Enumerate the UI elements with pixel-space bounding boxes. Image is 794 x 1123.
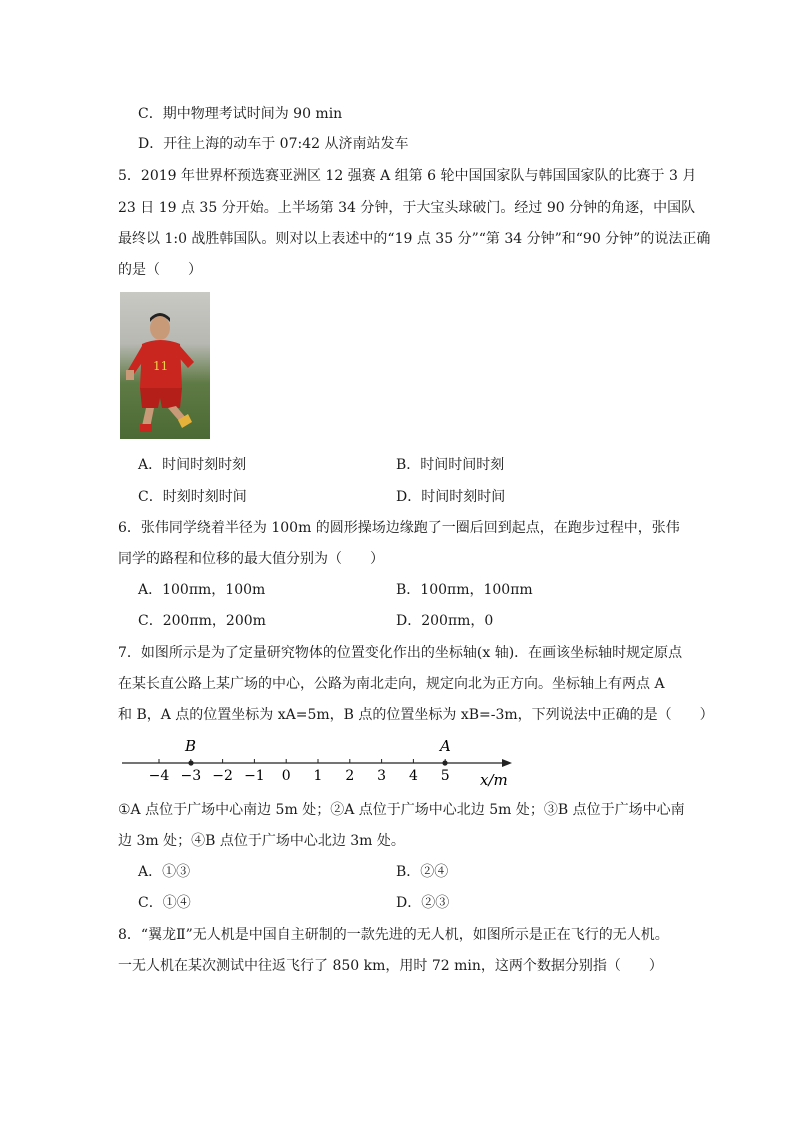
q6-option-b: B．100πm，100πm <box>396 582 533 598</box>
axis-arrow-icon <box>502 759 512 767</box>
axis-tick-label: 0 <box>281 768 291 784</box>
q4-option-c: C．期中物理考试时间为 90 min <box>138 106 343 122</box>
q5-stem-line4: 的是（ ） <box>118 262 202 278</box>
svg-text:11: 11 <box>153 359 169 373</box>
q4-option-d: D．开往上海的动车于 07:42 从济南站发车 <box>138 136 409 152</box>
axis-tick-label: 3 <box>377 768 387 784</box>
axis-tick-label: −4 <box>148 768 170 784</box>
axis-unit-label: x/m <box>480 771 508 789</box>
q5-option-b: B．时间时间时刻 <box>396 457 505 473</box>
q8-stem-line1: 8．“翼龙Ⅱ”无人机是中国自主研制的一款先进的无人机，如图所示是正在飞行的无人机。 <box>118 927 669 943</box>
axis-tick-label: −3 <box>180 768 202 784</box>
q7-statement-line1: ①A 点位于广场中心南边 5m 处；②A 点位于广场中心北边 5m 处；③B 点位于广场中心南 <box>118 802 685 818</box>
q7-stem-line1: 7．如图所示是为了定量研究物体的位置变化作出的坐标轴(x 轴)．在画该坐标轴时规定原点 <box>118 645 683 661</box>
point-a-label: A <box>440 737 451 755</box>
axis-tick-label: 5 <box>440 768 450 784</box>
q7-option-b: B．②④ <box>396 864 449 880</box>
q5-option-d: D．时间时刻时间 <box>396 489 506 505</box>
q6-option-a: A．100πm，100m <box>138 582 266 598</box>
coordinate-axis-figure <box>118 733 518 793</box>
football-player-photo <box>120 292 210 439</box>
q7-statement-line2: 边 3m 处；④B 点位于广场中心北边 3m 处。 <box>118 833 405 849</box>
q5-stem-line1: 5．2019 年世界杯预选赛亚洲区 12 强赛 A 组第 6 轮中国国家队与韩国国家队的比赛于 3 月 <box>118 168 697 184</box>
q5-stem-line2: 23 日 19 点 35 分开始。上半场第 34 分钟，于大宝头球破门。经过 90 分钟的角逐，中国队 <box>118 200 696 216</box>
q5-option-a: A．时间时刻时刻 <box>138 457 247 473</box>
point-b-marker <box>188 760 193 765</box>
axis-tick-label: −2 <box>212 768 233 784</box>
q6-stem-line2: 同学的路程和位移的最大值分别为（ ） <box>118 551 384 567</box>
q6-option-d: D．200πm，0 <box>396 613 494 629</box>
q7-stem-line2: 在某长直公路上某广场的中心，公路为南北走向，规定向北为正方向。坐标轴上有两点 A <box>118 676 665 692</box>
q7-option-d: D．②③ <box>396 895 450 911</box>
axis-tick-label: 4 <box>408 768 418 784</box>
q8-stem-line2: 一无人机在某次测试中往返飞行了 850 km，用时 72 min，这两个数据分别指（ ） <box>118 958 663 974</box>
q6-stem-line1: 6．张伟同学绕着半径为 100m 的圆形操场边缘跑了一圈后回到起点，在跑步过程中，张伟 <box>118 520 680 536</box>
q7-stem-line3: 和 B，A 点的位置坐标为 xA=5m，B 点的位置坐标为 xB=-3m，下列说法中正确的是（ ） <box>118 707 714 723</box>
q7-option-c: C．①④ <box>138 895 191 911</box>
axis-tick-label: 1 <box>313 768 323 784</box>
axis-tick-label: −1 <box>244 768 265 784</box>
q6-option-c: C．200πm，200m <box>138 613 266 629</box>
q5-stem-line3: 最终以 1:0 战胜韩国队。则对以上表述中的“19 点 35 分”“第 34 分钟”和“90 分钟”的说法正确 <box>118 231 711 247</box>
point-a-marker <box>442 760 447 765</box>
q7-option-a: A．①③ <box>138 864 191 880</box>
q5-option-c: C．时刻时刻时间 <box>138 489 247 505</box>
axis-tick-label: 2 <box>345 768 355 784</box>
point-b-label: B <box>185 737 197 755</box>
